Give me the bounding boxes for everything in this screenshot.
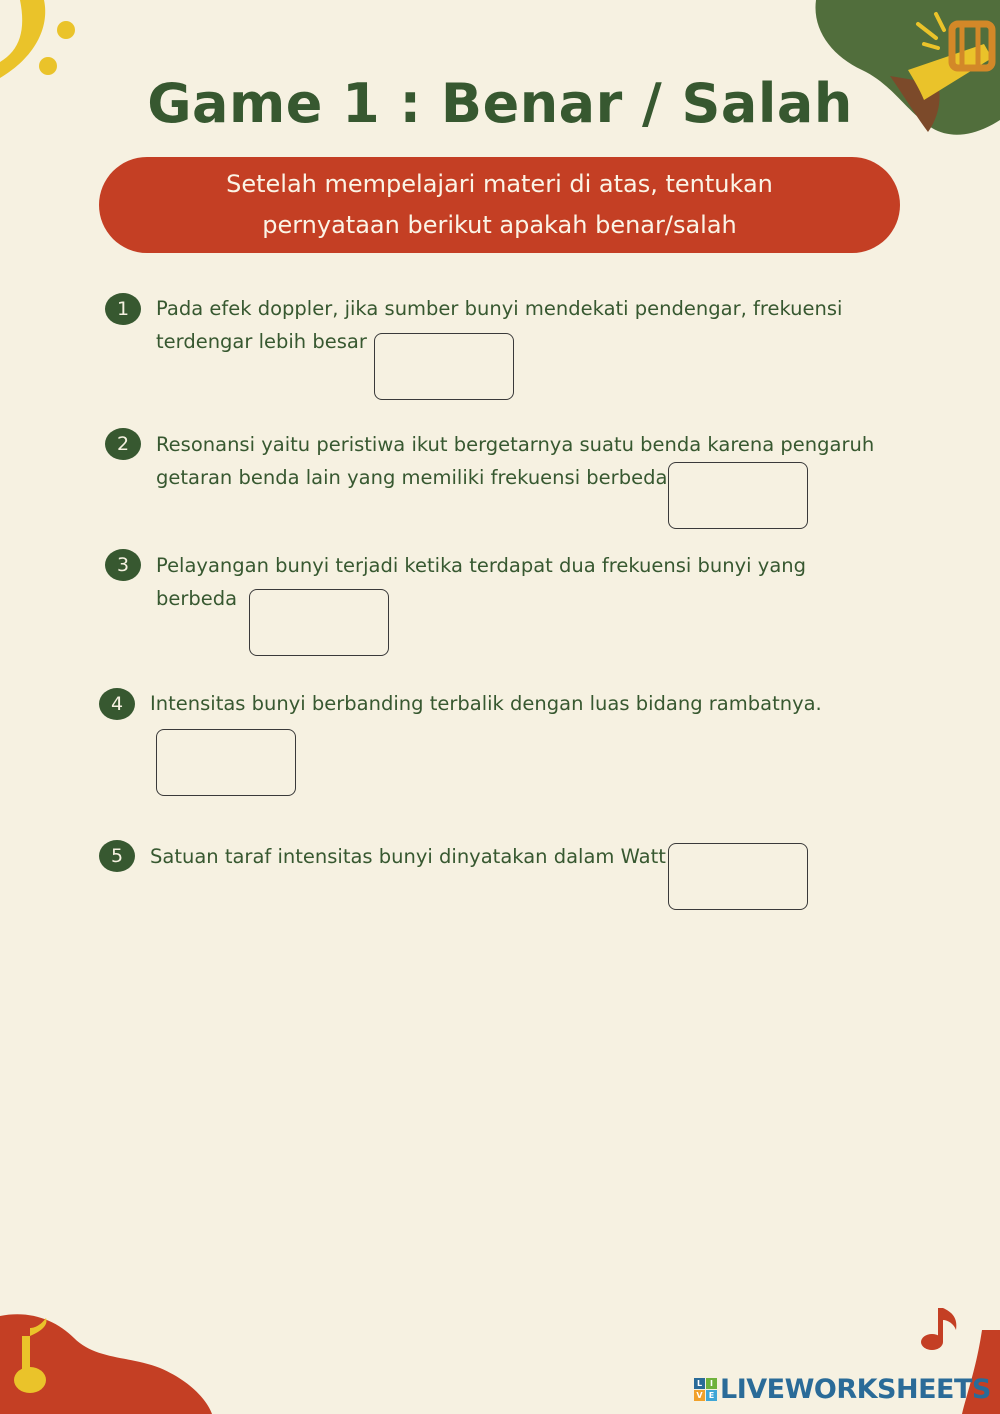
answer-box-4[interactable] [156, 729, 296, 796]
liveworksheets-grid-icon [694, 1378, 717, 1401]
logo-letter-l: L [694, 1378, 705, 1389]
answer-box-3[interactable] [249, 589, 389, 656]
answer-box-2[interactable] [668, 462, 808, 529]
music-note-icon [0, 1310, 215, 1414]
logo-letter-i: I [706, 1378, 717, 1389]
instruction-line-1: Setelah mempelajari materi di atas, tentukan [226, 170, 773, 198]
question-1-line-2: terdengar lebih besar [156, 330, 367, 353]
question-number-3: 3 [105, 549, 141, 581]
question-number-4: 4 [99, 688, 135, 720]
question-2-line-1: Resonansi yaitu peristiwa ikut bergetarnya suatu benda karena pengaruh [156, 433, 875, 456]
liveworksheets-wordmark: LIVEWORKSHEETS [720, 1373, 991, 1405]
question-1-line-1: Pada efek doppler, jika sumber bunyi mendekati pendengar, frekuensi [156, 297, 843, 320]
logo-letter-v: V [694, 1390, 705, 1401]
instruction-banner [99, 157, 900, 253]
question-number-1: 1 [105, 293, 141, 325]
question-number-5: 5 [99, 840, 135, 872]
answer-box-5[interactable] [668, 843, 808, 910]
question-3-line-1: Pelayangan bunyi terjadi ketika terdapat dua frekuensi bunyi yang [156, 554, 807, 577]
logo-letter-e: E [706, 1390, 717, 1401]
question-2-line-2: getaran benda lain yang memiliki frekuensi berbeda [156, 466, 668, 489]
instruction-line-2: pernyataan berikut apakah benar/salah [262, 211, 737, 239]
page-title: Game 1 : Benar / Salah [147, 72, 853, 135]
question-3-line-2: berbeda [156, 587, 238, 610]
question-5-line-1: Satuan taraf intensitas bunyi dinyatakan dalam Watt [150, 845, 666, 868]
answer-box-1[interactable] [374, 333, 514, 400]
question-4-line-1: Intensitas bunyi berbanding terbalik dengan luas bidang rambatnya. [150, 692, 822, 715]
liveworksheets-logo [694, 1374, 991, 1404]
question-number-2: 2 [105, 428, 141, 460]
